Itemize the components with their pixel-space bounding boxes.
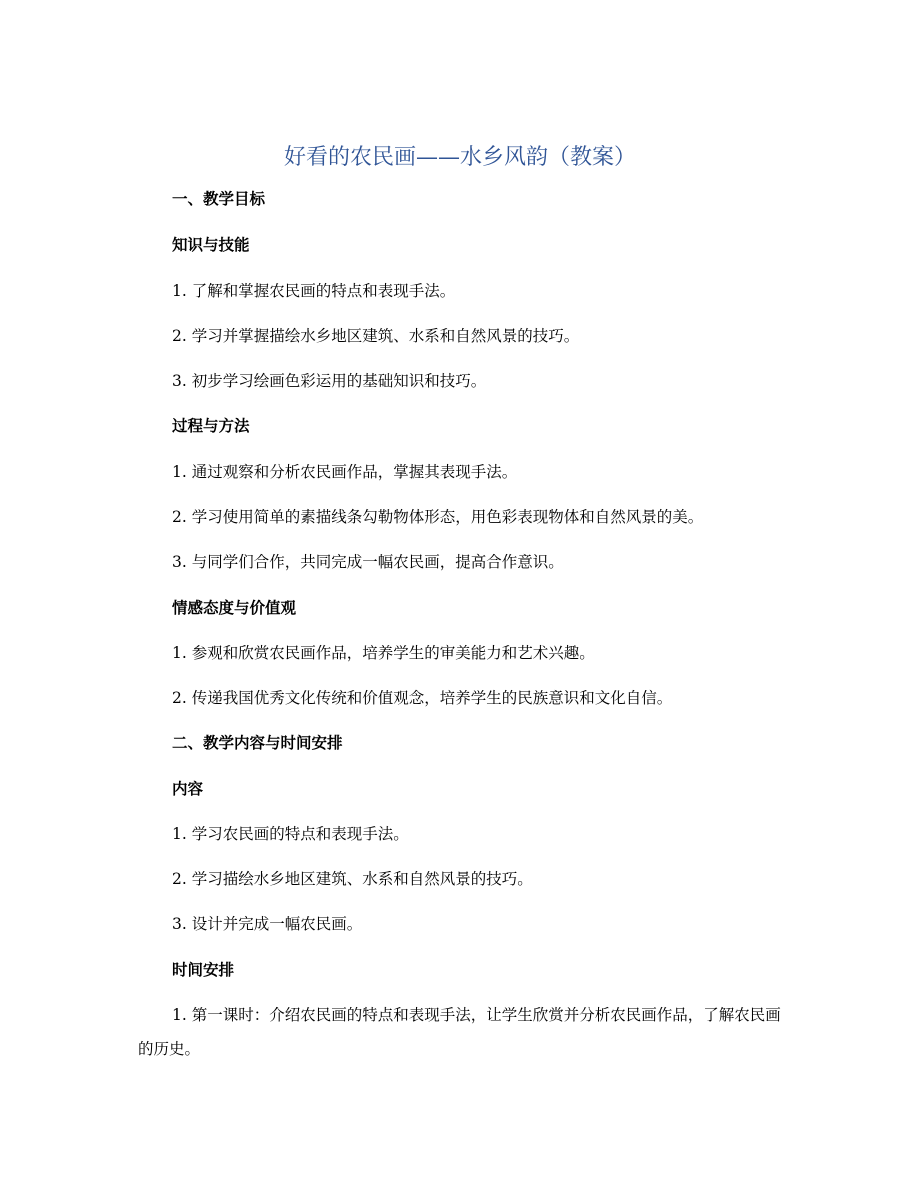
list-item: 2. 学习并掌握描绘水乡地区建筑、水系和自然风景的技巧。 — [172, 327, 580, 345]
subheading-schedule: 时间安排 — [172, 960, 235, 979]
list-item: 2. 传递我国优秀文化传统和价值观念，培养学生的民族意识和文化自信。 — [172, 689, 673, 707]
list-item: 3. 与同学们合作，共同完成一幅农民画，提高合作意识。 — [172, 553, 564, 571]
list-item: 2. 学习使用简单的素描线条勾勒物体形态，用色彩表现物体和自然风景的美。 — [172, 508, 704, 526]
document-title: 好看的农民画——水乡风韵（教案） — [283, 145, 636, 170]
list-item: 1. 了解和掌握农民画的特点和表现手法。 — [172, 282, 456, 300]
list-item: 1. 通过观察和分析农民画作品，掌握其表现手法。 — [172, 463, 518, 481]
list-item: 3. 初步学习绘画色彩运用的基础知识和技巧。 — [172, 372, 487, 390]
section-heading-content-schedule: 二、教学内容与时间安排 — [172, 733, 343, 752]
subheading-emotion-values: 情感态度与价值观 — [172, 598, 297, 617]
list-item: 2. 学习描绘水乡地区建筑、水系和自然风景的技巧。 — [172, 870, 533, 888]
subheading-knowledge-skills: 知识与技能 — [172, 235, 250, 254]
list-item: 1. 学习农民画的特点和表现手法。 — [172, 825, 409, 843]
list-item: 1. 参观和欣赏农民画作品，培养学生的审美能力和艺术兴趣。 — [172, 644, 595, 662]
subheading-content: 内容 — [172, 779, 204, 798]
subheading-process-methods: 过程与方法 — [172, 416, 250, 435]
list-item: 3. 设计并完成一幅农民画。 — [172, 915, 363, 933]
section-heading-teaching-goals: 一、教学目标 — [172, 189, 266, 208]
schedule-paragraph: 1. 第一课时：介绍农民画的特点和表现手法，让学生欣赏并分析农民画作品，了解农民画的历史。 — [138, 1006, 781, 1058]
